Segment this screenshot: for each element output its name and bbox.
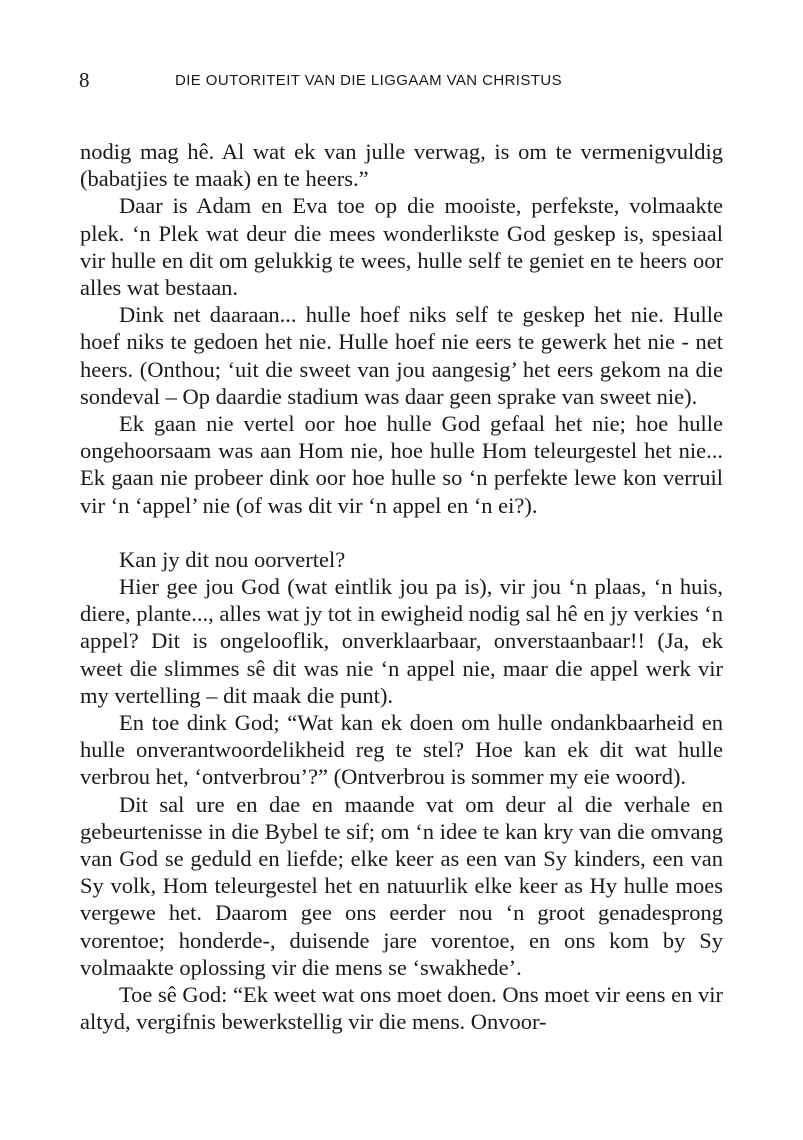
paragraph-continued: nodig mag hê. Al wat ek van julle verwag, is om te vermenigvuldig (babatjies te maak) en te heers.” [80,139,723,192]
paragraph: En toe dink God; “Wat kan ek doen om hulle ondankbaarheid en hulle onverantwoordelikheid reg te stel? Hoe kan ek dit wat hulle verbrou het, ‘ontverbrou’?” (Ontverbrou is sommer my eie woord). [80,710,723,790]
body-text [80,138,723,1036]
paragraph: Kan jy dit nou oorvertel? [119,546,346,572]
paragraph: Dit sal ure en dae en maande vat om deur al die verhale en gebeurtenisse in die Bybel te sif; om ‘n idee te kan kry van die omvang van God se geduld en liefde; elke keer as een van Sy kinders, een van Sy volk, Hom teleurgestel het en natuurlik elke keer as Hy hulle moes vergewe het. Daarom gee ons eerder nou ‘n groot genadesprong vorentoe; honderde-, duisende jare vorentoe, en ons kom by Sy volmaakte oplossing vir die mens se ‘swakhede’. [80,791,723,980]
running-header-title: DIE OUTORITEIT VAN DIE LIGGAAM VAN CHRISTUS [175,72,562,89]
paragraph: Dink net daaraan... hulle hoef niks self te geskep het nie. Hulle hoef niks te gedoen het nie. Hulle hoef nie eers te gewerk het nie - net heers. (Onthou; ‘uit die sweet van jou aangesig’ het eers gekom na die sondeval – Op daardie stadium was daar geen sprake van sweet nie). [80,302,723,409]
page-number: 8 [79,68,90,92]
paragraph: Toe sê God: “Ek weet wat ons moet doen. Ons moet vir eens en vir altyd, vergifnis bewerkstellig vir die mens. Onvoor- [80,982,723,1035]
paragraph: Ek gaan nie vertel oor hoe hulle God gefaal het nie; hoe hulle ongehoorsaam was aan Hom nie, hoe hulle Hom teleurgestel het nie... Ek gaan nie probeer dink oor hoe hulle so ‘n perfekte lewe kon verruil vir ‘n ‘appel’ nie (of was dit vir ‘n appel en ‘n ei?). [80,411,723,518]
paragraph: Daar is Adam en Eva toe op die mooiste, perfekste, volmaakte plek. ‘n Plek wat deur die mees wonderlikste God geskep is, spesiaal vir hulle en dit om gelukkig te wees, hulle self te geniet en te heers oor alles wat bestaan. [80,193,723,301]
paragraph: Hier gee jou God (wat eintlik jou pa is), vir jou ‘n plaas, ‘n huis, diere, plante..., alles wat jy tot in ewigheid nodig sal hê en jy verkies ‘n appel? Dit is ongelooflik, onverklaarbaar, onverstaanbaar!! (Ja, ek weet die slimmes sê dit was nie ‘n appel nie, maar die appel werk vir my vertelling – dit maak die punt). [80,574,723,708]
